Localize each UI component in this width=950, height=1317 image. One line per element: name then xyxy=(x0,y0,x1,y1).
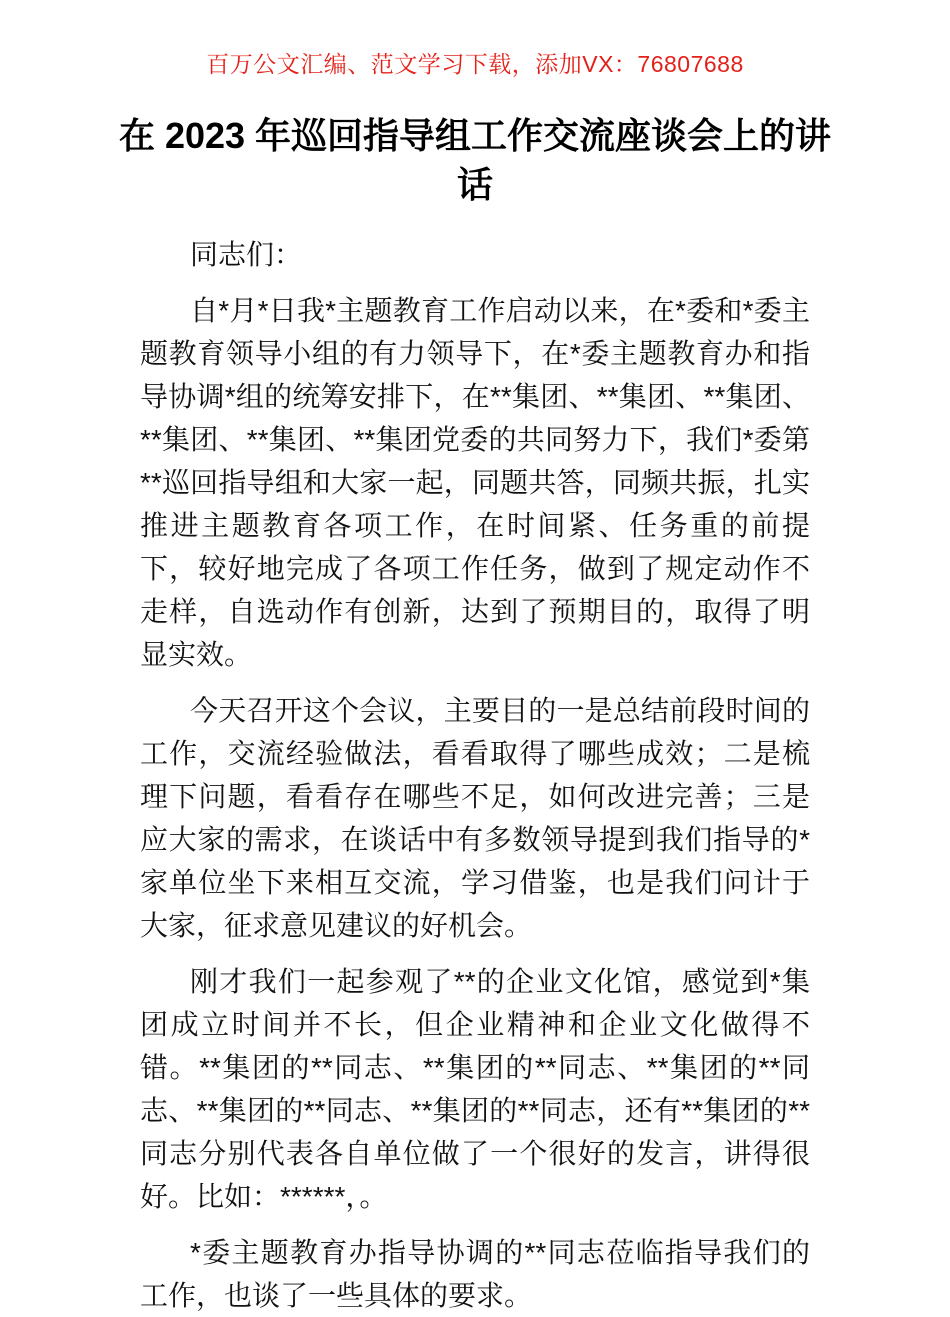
paragraph-body: 今天召开这个会议，主要目的一是总结前段时间的工作，交流经验做法，看看取得了哪些成效；二是梳理下问题，看看存在哪些不足，如何改进完善；三是应大家的需求，在谈话中有多数领导提到我们指导的*家单位坐下来相互交流，学习借鉴，也是我们问计于大家，征求意见建议的好机会。 xyxy=(140,695,810,942)
document-body xyxy=(140,233,810,1317)
paragraph-body: 刚才我们一起参观了**的企业文化馆，感觉到*集团成立时间并不长，但企业精神和企业文化做得不错。**集团的**同志、**集团的**同志、**集团的**同志、**集团的**同志、**集团的**同志，还有**集团的**同志分别代表各自单位做了一个很好的发言，讲得很好。比如：******，。 xyxy=(140,966,810,1213)
document-title: 在 2023 年巡回指导组工作交流座谈会上的讲话 xyxy=(118,115,832,205)
paragraph-body: 自*月*日我*主题教育工作启动以来，在*委和*委主题教育领导小组的有力领导下，在*委主题教育办和指导协调*组的统筹安排下，在**集团、**集团、**集团、**集团、**集团、**集团党委的共同努力下，我们*委第**巡回指导组和大家一起，同题共答，同频共振，扎实推进主题教育各项工作，在时间紧、任务重的前提下，较好地完成了各项工作任务，做到了规定动作不走样，自选动作有创新，达到了预期目的，取得了明显实效。 xyxy=(140,295,810,671)
paragraph-salutation: 同志们： xyxy=(190,239,303,271)
promo-notice-banner: 百万公文汇编、范文学习下载，添加VX：76807688 xyxy=(206,51,744,77)
paragraph-body: *委主题教育办指导协调的**同志莅临指导我们的工作，也谈了一些具体的要求。 xyxy=(140,1237,810,1312)
